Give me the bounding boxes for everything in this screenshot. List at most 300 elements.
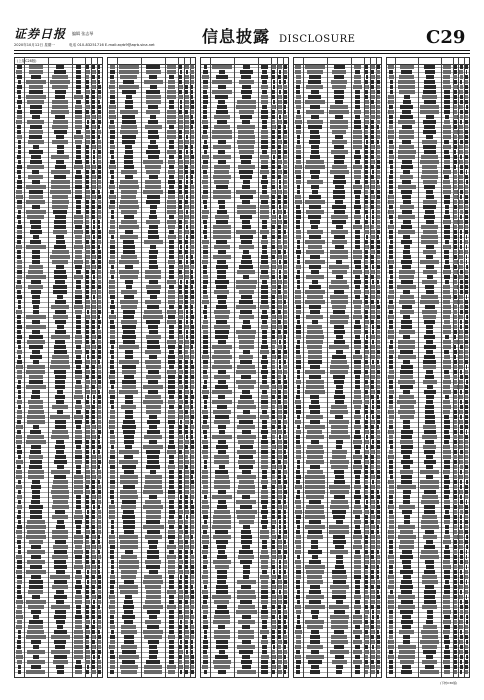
table-cell-text <box>297 460 300 464</box>
table-cell-text <box>426 655 434 659</box>
table-cell-text <box>261 315 267 319</box>
table-cell-text <box>121 670 137 674</box>
table-cell-text <box>365 250 368 254</box>
table-cell-text <box>261 130 269 134</box>
table-cell-text <box>191 275 193 279</box>
table-cell-text <box>17 375 22 379</box>
table-cell-text <box>424 510 436 514</box>
table-cell-text <box>185 290 188 294</box>
table-cell-text <box>272 455 275 459</box>
table-cell-text <box>111 265 115 269</box>
table-cell-text <box>92 245 95 249</box>
table-cell-text <box>27 435 44 439</box>
table-cell-text <box>18 355 21 359</box>
table-cell-text <box>27 120 44 124</box>
table-cell-text <box>272 600 276 604</box>
table-cell-text <box>334 65 345 69</box>
table-cell-text <box>238 555 254 559</box>
table-cell-text <box>421 550 437 554</box>
table-cell-text <box>217 605 228 609</box>
table-cell-text <box>365 205 369 209</box>
table-cell-text <box>371 70 374 74</box>
table-cell-text <box>86 655 90 659</box>
table-cell-text <box>444 440 449 444</box>
table-cell-text <box>424 505 435 509</box>
table-cell-text <box>204 380 207 384</box>
table-cell-text <box>215 315 230 319</box>
table-cell-text <box>465 210 468 214</box>
table-cell-text <box>284 65 287 69</box>
table-cell-text <box>203 170 207 174</box>
table-cell-text <box>403 360 410 364</box>
table-cell-text <box>400 555 413 559</box>
table-cell-text <box>284 360 286 364</box>
table-cell-text <box>53 480 68 484</box>
table-cell-text <box>191 595 194 599</box>
table-cell-text <box>284 220 287 224</box>
table-cell-text <box>85 620 89 624</box>
table-cell-text <box>284 405 287 409</box>
table-cell-text <box>243 180 250 184</box>
table-cell-text <box>149 330 158 334</box>
table-cell-text <box>284 330 286 334</box>
table-cell-text <box>454 585 457 589</box>
table-cell-text <box>241 535 252 539</box>
table-cell-text <box>365 175 368 179</box>
table-cell-text <box>27 365 45 369</box>
table-cell-text <box>86 630 90 634</box>
table-cell-text <box>355 195 361 199</box>
table-cell-text <box>283 85 287 89</box>
table-cell-text <box>191 620 193 624</box>
table-cell-text <box>86 500 89 504</box>
table-cell-text <box>377 340 380 344</box>
table-cell-text <box>354 485 361 489</box>
table-cell-text <box>460 610 463 614</box>
table-cell-text <box>98 260 101 264</box>
table-cell-text <box>74 220 83 224</box>
table-cell-text <box>217 210 227 214</box>
table-cell-text <box>399 330 415 334</box>
table-cell-text <box>242 430 251 434</box>
table-cell-text <box>124 530 134 534</box>
table-cell-text <box>126 95 132 99</box>
table-cell-text <box>27 550 46 554</box>
table-cell-text <box>354 340 361 344</box>
table-cell-text <box>465 155 467 159</box>
table-cell-text <box>422 165 437 169</box>
table-cell-text <box>279 90 281 94</box>
table-cell-text <box>330 320 348 324</box>
table-cell-text <box>422 495 438 499</box>
table-cell-text <box>76 610 81 614</box>
table-cell-text <box>111 155 114 159</box>
table-cell-text <box>278 515 281 519</box>
table-cell-text <box>283 270 287 274</box>
table-cell-text <box>86 190 90 194</box>
table-cell-text <box>460 570 463 574</box>
table-cell-text <box>179 140 183 144</box>
table-cell-text <box>185 485 189 489</box>
table-cell-text <box>355 515 360 519</box>
table-cell-text <box>371 655 375 659</box>
table-cell-text <box>443 630 450 634</box>
table-cell-text <box>18 490 22 494</box>
table-cell-text <box>400 375 413 379</box>
table-cell-text <box>377 180 379 184</box>
table-cell-text <box>306 85 323 89</box>
table-cell-text <box>150 205 157 209</box>
table-cell-text <box>92 415 95 419</box>
table-cell-text <box>28 625 43 629</box>
table-cell-text <box>310 130 319 134</box>
table-cell-text <box>278 395 281 399</box>
table-cell-text <box>296 220 300 224</box>
table-cell-text <box>332 240 347 244</box>
table-cell-text <box>465 115 469 119</box>
table-cell-text <box>261 400 268 404</box>
table-cell-text <box>92 355 95 359</box>
table-cell-text <box>388 480 394 484</box>
table-cell-text <box>203 640 208 644</box>
table-cell-text <box>422 140 437 144</box>
table-cell-text <box>389 625 394 629</box>
table-cell-text <box>371 455 374 459</box>
table-cell-text <box>93 400 95 404</box>
table-cell-text <box>388 315 393 319</box>
table-cell-text <box>262 635 267 639</box>
table-cell-text <box>86 560 89 564</box>
table-cell-text <box>203 375 209 379</box>
table-cell-text <box>261 480 269 484</box>
table-cell-text <box>284 620 286 624</box>
table-cell-text <box>399 135 414 139</box>
table-cell-text <box>261 85 268 89</box>
table-cell-text <box>262 375 267 379</box>
table-cell-text <box>295 100 301 104</box>
table-cell-text <box>278 585 282 589</box>
table-cell-text <box>443 270 451 274</box>
table-cell-text <box>92 170 95 174</box>
table-cell-text <box>377 610 380 614</box>
table-cell-text <box>191 285 193 289</box>
table-cell-text <box>306 160 323 164</box>
table-cell-text <box>30 510 42 514</box>
table-cell-text <box>191 355 194 359</box>
table-cell-text <box>180 495 182 499</box>
table-cell-text <box>262 425 268 429</box>
table-cell-text <box>262 310 268 314</box>
table-cell-text <box>372 265 374 269</box>
table-cell-text <box>191 460 195 464</box>
table-cell-text <box>169 575 174 579</box>
table-cell-text <box>216 305 227 309</box>
table-cell-text <box>191 80 194 84</box>
table-cell-text <box>167 65 175 69</box>
table-cell-text <box>371 260 374 264</box>
table-cell-text <box>353 250 361 254</box>
table-cell-text <box>236 330 256 334</box>
table-cell-text <box>283 290 287 294</box>
table-cell-text <box>51 435 69 439</box>
table-cell-text <box>86 315 90 319</box>
table-cell-text <box>465 125 468 129</box>
table-cell-text <box>214 325 230 329</box>
table-cell-text <box>444 650 450 654</box>
table-cell-text <box>191 570 194 574</box>
table-cell-text <box>460 75 463 79</box>
table-cell-text <box>371 65 375 69</box>
table-cell-text <box>389 125 394 129</box>
table-cell-text <box>120 480 138 484</box>
table-cell-text <box>465 460 468 464</box>
table-cell-text <box>204 670 208 674</box>
table-cell-text <box>296 175 301 179</box>
table-cell-text <box>459 275 463 279</box>
table-cell-text <box>98 435 100 439</box>
table-cell-text <box>420 555 439 559</box>
table-cell-text <box>169 125 174 129</box>
table-cell-text <box>365 595 369 599</box>
table-cell-text <box>377 465 381 469</box>
table-cell-text <box>51 360 69 364</box>
table-cell-text <box>91 85 96 89</box>
table-cell-text <box>191 235 193 239</box>
table-cell-text <box>424 80 436 84</box>
table-cell-text <box>239 650 253 654</box>
table-cell-text <box>54 565 67 569</box>
table-cell-text <box>168 190 175 194</box>
table-cell-text <box>169 625 175 629</box>
table-cell-text <box>214 480 230 484</box>
table-cell-text <box>309 75 321 79</box>
table-cell-text <box>55 320 66 324</box>
table-cell-text <box>377 555 381 559</box>
table-cell-text <box>216 265 229 269</box>
table-cell-text <box>310 155 320 159</box>
table-cell-text <box>371 420 375 424</box>
table-cell-text <box>144 665 162 669</box>
table-cell-text <box>191 435 193 439</box>
table-cell-text <box>191 215 194 219</box>
table-cell-text <box>203 595 207 599</box>
table-cell-text <box>179 465 183 469</box>
table-cell-text <box>389 230 393 234</box>
table-cell-text <box>186 320 188 324</box>
table-cell-text <box>261 445 268 449</box>
table-cell-text <box>377 245 380 249</box>
table-cell-text <box>241 530 251 534</box>
table-cell-text <box>55 455 66 459</box>
table-cell-text <box>334 340 345 344</box>
table-cell-text <box>86 180 89 184</box>
table-cell-text <box>312 555 318 559</box>
table-cell-text <box>371 630 375 634</box>
table-cell-text <box>215 530 228 534</box>
table-cell-text <box>109 165 115 169</box>
table-cell-text <box>86 160 89 164</box>
table-cell-text <box>18 140 22 144</box>
table-cell-text <box>377 195 379 199</box>
table-cell-text <box>365 495 368 499</box>
table-cell-text <box>27 650 46 654</box>
table-cell-text <box>444 150 449 154</box>
table-cell-text <box>425 375 434 379</box>
table-cell-text <box>284 605 286 609</box>
table-cell-text <box>389 370 394 374</box>
table-cell-text <box>272 515 275 519</box>
table-cell-text <box>332 140 347 144</box>
table-cell-text <box>377 305 380 309</box>
table-cell-text <box>424 215 435 219</box>
table-cell-text <box>371 195 375 199</box>
table-cell-text <box>185 395 187 399</box>
table-cell-text <box>109 540 115 544</box>
table-cell-text <box>355 285 361 289</box>
table-cell-text <box>86 540 90 544</box>
table-cell-text <box>242 220 250 224</box>
table-cell-text <box>124 620 133 624</box>
table-cell-text <box>365 575 367 579</box>
table-cell-text <box>460 320 462 324</box>
table-cell-text <box>334 480 345 484</box>
table-cell-text <box>16 625 22 629</box>
table-cell-text <box>307 345 322 349</box>
table-cell-text <box>237 435 256 439</box>
table-cell-text <box>169 500 175 504</box>
table-cell-text <box>309 405 320 409</box>
table-cell-text <box>460 500 463 504</box>
table-cell-text <box>185 85 188 89</box>
table-cell-text <box>370 235 375 239</box>
table-cell-text <box>262 90 268 94</box>
table-cell-text <box>284 370 287 374</box>
table-cell-text <box>332 660 347 664</box>
table-cell-text <box>365 580 368 584</box>
table-cell-text <box>52 405 68 409</box>
table-cell-text <box>123 605 134 609</box>
table-cell-text <box>424 600 436 604</box>
table-cell-text <box>371 95 375 99</box>
table-cell-text <box>453 190 457 194</box>
table-cell-text <box>332 165 347 169</box>
table-cell-text <box>460 370 462 374</box>
table-cell-text <box>389 300 393 304</box>
table-cell-text <box>191 220 195 224</box>
table-cell-text <box>284 425 286 429</box>
table-cell-text <box>336 260 342 264</box>
table-cell-text <box>388 555 393 559</box>
table-cell-text <box>465 310 467 314</box>
table-cell-text <box>460 80 462 84</box>
table-cell-text <box>92 535 96 539</box>
table-cell-text <box>86 550 89 554</box>
table-cell-text <box>454 205 456 209</box>
table-cell-text <box>372 400 374 404</box>
table-cell-text <box>284 300 286 304</box>
table-cell-text <box>400 405 414 409</box>
table-cell-text <box>371 190 374 194</box>
table-cell-text <box>272 410 275 414</box>
table-cell-text <box>179 150 182 154</box>
table-cell-text <box>444 425 450 429</box>
table-cell-text <box>110 160 115 164</box>
table-cell-text <box>371 525 375 529</box>
table-cell-text <box>16 610 22 614</box>
table-cell-text <box>169 515 174 519</box>
table-cell-text <box>191 205 194 209</box>
table-cell-text <box>98 450 100 454</box>
table-cell-text <box>365 315 367 319</box>
table-cell-text <box>18 145 22 149</box>
table-cell-text <box>377 140 379 144</box>
table-cell-text <box>185 360 188 364</box>
table-cell-text <box>377 595 380 599</box>
table-cell-text <box>237 205 256 209</box>
table-cell-text <box>149 225 158 229</box>
table-cell-text <box>122 465 136 469</box>
table-cell-text <box>305 370 325 374</box>
table-cell-text <box>400 115 413 119</box>
table-cell-text <box>389 660 393 664</box>
table-cell-text <box>389 670 394 674</box>
table-cell-text <box>185 365 188 369</box>
table-cell-text <box>76 325 82 329</box>
table-cell-text <box>460 245 462 249</box>
table-cell-text <box>365 625 369 629</box>
table-cell-text <box>185 645 188 649</box>
table-cell-text <box>454 65 457 69</box>
table-cell-text <box>98 345 100 349</box>
table-cell-text <box>238 385 254 389</box>
table-cell-text <box>331 80 347 84</box>
table-cell-text <box>371 185 375 189</box>
table-cell-text <box>466 430 468 434</box>
table-cell-text <box>186 225 188 229</box>
table-cell-text <box>272 610 276 614</box>
table-cell-text <box>239 170 253 174</box>
table-cell-text <box>169 600 174 604</box>
table-cell-text <box>365 330 368 334</box>
table-cell-text <box>55 215 66 219</box>
table-cell-text <box>191 365 194 369</box>
table-cell-text <box>371 370 375 374</box>
table-cell-text <box>401 450 412 454</box>
table-cell-text <box>365 300 368 304</box>
table-cell-text <box>465 355 468 359</box>
table-cell-text <box>444 615 450 619</box>
table-cell-text <box>145 600 161 604</box>
table-cell-text <box>389 155 394 159</box>
table-cell-text <box>92 70 96 74</box>
table-cell-text <box>75 385 83 389</box>
table-cell-text <box>377 440 380 444</box>
table-cell-text <box>179 65 182 69</box>
table-cell-text <box>185 140 189 144</box>
table-cell-text <box>92 630 95 634</box>
table-cell-text <box>261 430 267 434</box>
table-cell-text <box>355 295 361 299</box>
table-cell-text <box>354 110 361 114</box>
table-cell-text <box>178 560 183 564</box>
table-cell-text <box>57 670 64 674</box>
table-cell-text <box>98 105 101 109</box>
table-cell-text <box>311 540 318 544</box>
table-cell-text <box>237 670 256 674</box>
table-cell-text <box>236 500 256 504</box>
table-cell-text <box>203 660 207 664</box>
table-cell-text <box>191 515 195 519</box>
